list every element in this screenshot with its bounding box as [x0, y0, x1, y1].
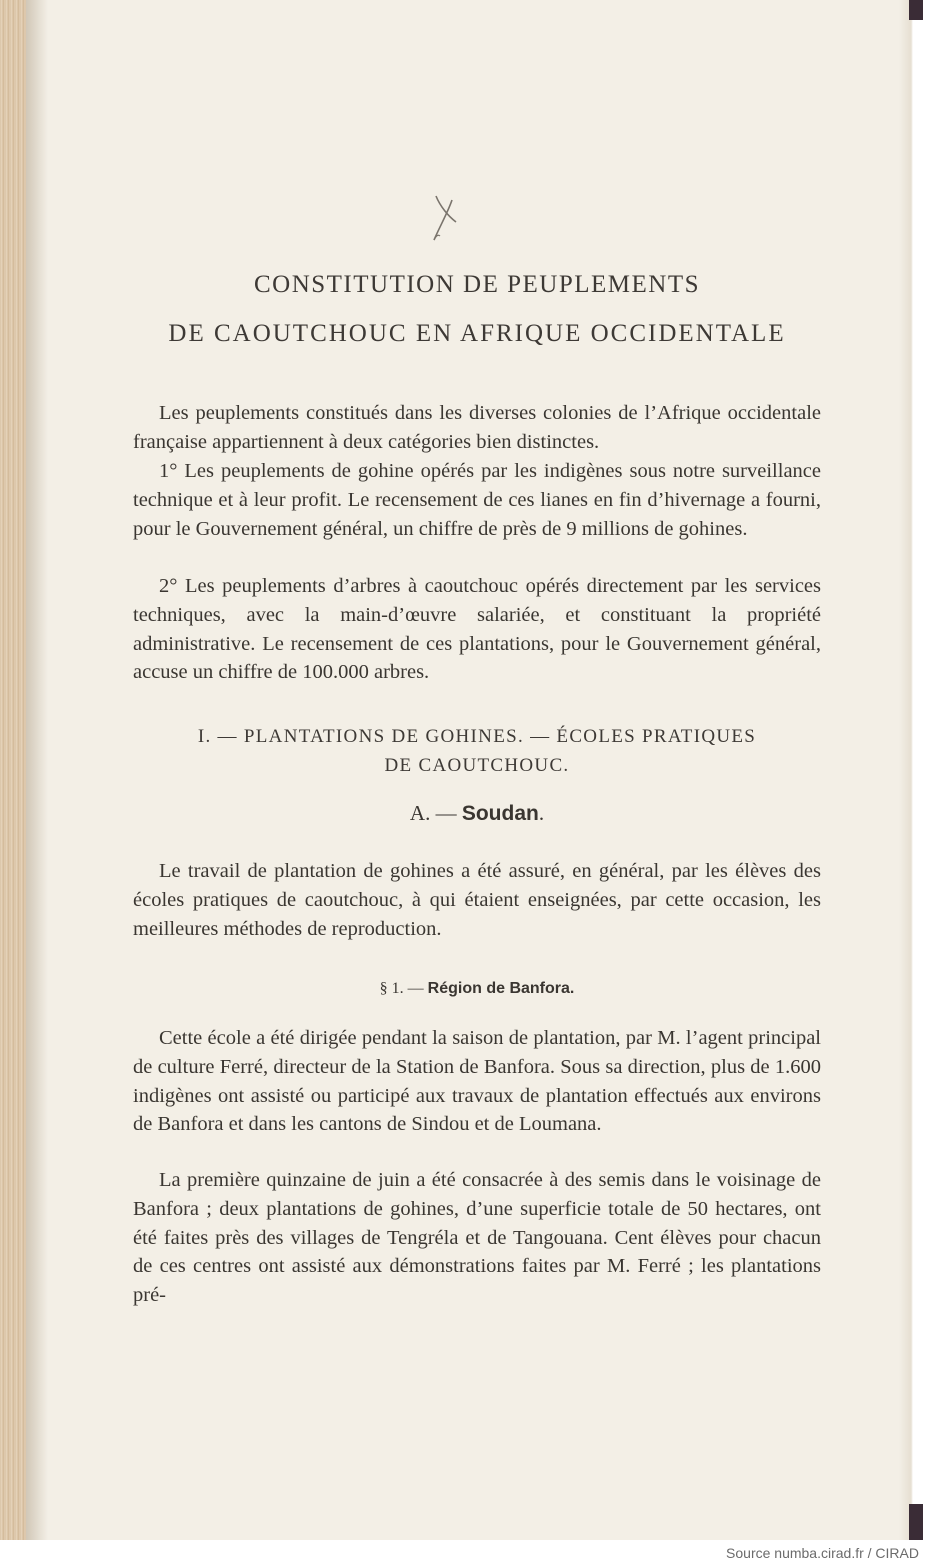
paragraph-heading: [133, 980, 821, 998]
paragraph-heading-title: Région de Banfora.: [427, 980, 575, 997]
page-title-line-2: DE CAOUTCHOUC EN AFRIQUE OCCIDENTALE: [168, 320, 786, 347]
subsection-title: Soudan: [461, 802, 539, 825]
category-2-paragraph: 2° Les peuplements d’arbres à caoutchouc opérés directement par les services techniques, avec la main-d’œuvre salariée, et constituant la propriété administrative. Le recensement de ces plantations, pour le Gouvernement général, accuse un chiffre de 100.000 arbres.: [133, 575, 821, 684]
section-heading-line-1: I. — PLANTATIONS DE GOHINES. — ÉCOLES PRATIQUES: [197, 726, 757, 747]
source-credit: Source numba.cirad.fr / CIRAD: [726, 1545, 919, 1561]
section-heading-line-2: DE CAOUTCHOUC.: [384, 755, 570, 776]
intro-paragraph: Les peuplements constitués dans les diverses colonies de l’Afrique occidentale française appartiennent à deux catégories bien distinctes.: [133, 402, 821, 453]
corner-mark-bottom: [909, 1504, 923, 1540]
subsection-prefix: A. —: [409, 801, 457, 825]
book-page-edges: [0, 0, 26, 1540]
corner-mark-top: [909, 0, 923, 20]
category-1-paragraph: 1° Les peuplements de gohine opérés par les indigènes sous notre surveillance technique et à leur profit. Le recensement de ces lianes en fin d’hivernage a fourni, pour le Gouvernement général, un chiffre de près de 9 millions de gohines.: [133, 460, 821, 540]
subsection-suffix: .: [538, 801, 545, 825]
banfora-paragraph-2: La première quinzaine de juin a été consacrée à des semis dans le voisinage de Banfora ; deux plantations de gohines, d’une superficie totale de 50 hectares, ont été faites près des villages de Tengréla et de Tangouana. Cent élèves pour chacun de ces centres ont assisté aux démonstrations faites par M. Ferré ; les plantations pré-: [133, 1169, 821, 1307]
subsection-heading: [133, 801, 821, 826]
soudan-paragraph: Le travail de plantation de gohines a été assuré, en général, par les élèves des écoles pratiques de caoutchouc, à qui étaient enseignées, par cette occasion, les meilleures méthodes de reproduction.: [133, 860, 821, 940]
page-title-line-1: CONSTITUTION DE PEUPLEMENTS: [253, 271, 701, 298]
handwritten-pencil-mark-icon: [426, 192, 466, 244]
paragraph-heading-prefix: § 1. —: [379, 980, 424, 997]
section-heading: [133, 722, 821, 780]
gutter-shadow: [26, 0, 48, 1540]
page-right-edge: [899, 0, 929, 1540]
banfora-paragraph-1: Cette école a été dirigée pendant la saison de plantation, par M. l’agent principal de culture Ferré, directeur de la Station de Banfora. Sous sa direction, plus de 1.600 indigènes ont assisté ou participé aux travaux de plantation effectués aux environs de Banfora et dans les cantons de Sindou et de Loumana.: [133, 1027, 821, 1136]
